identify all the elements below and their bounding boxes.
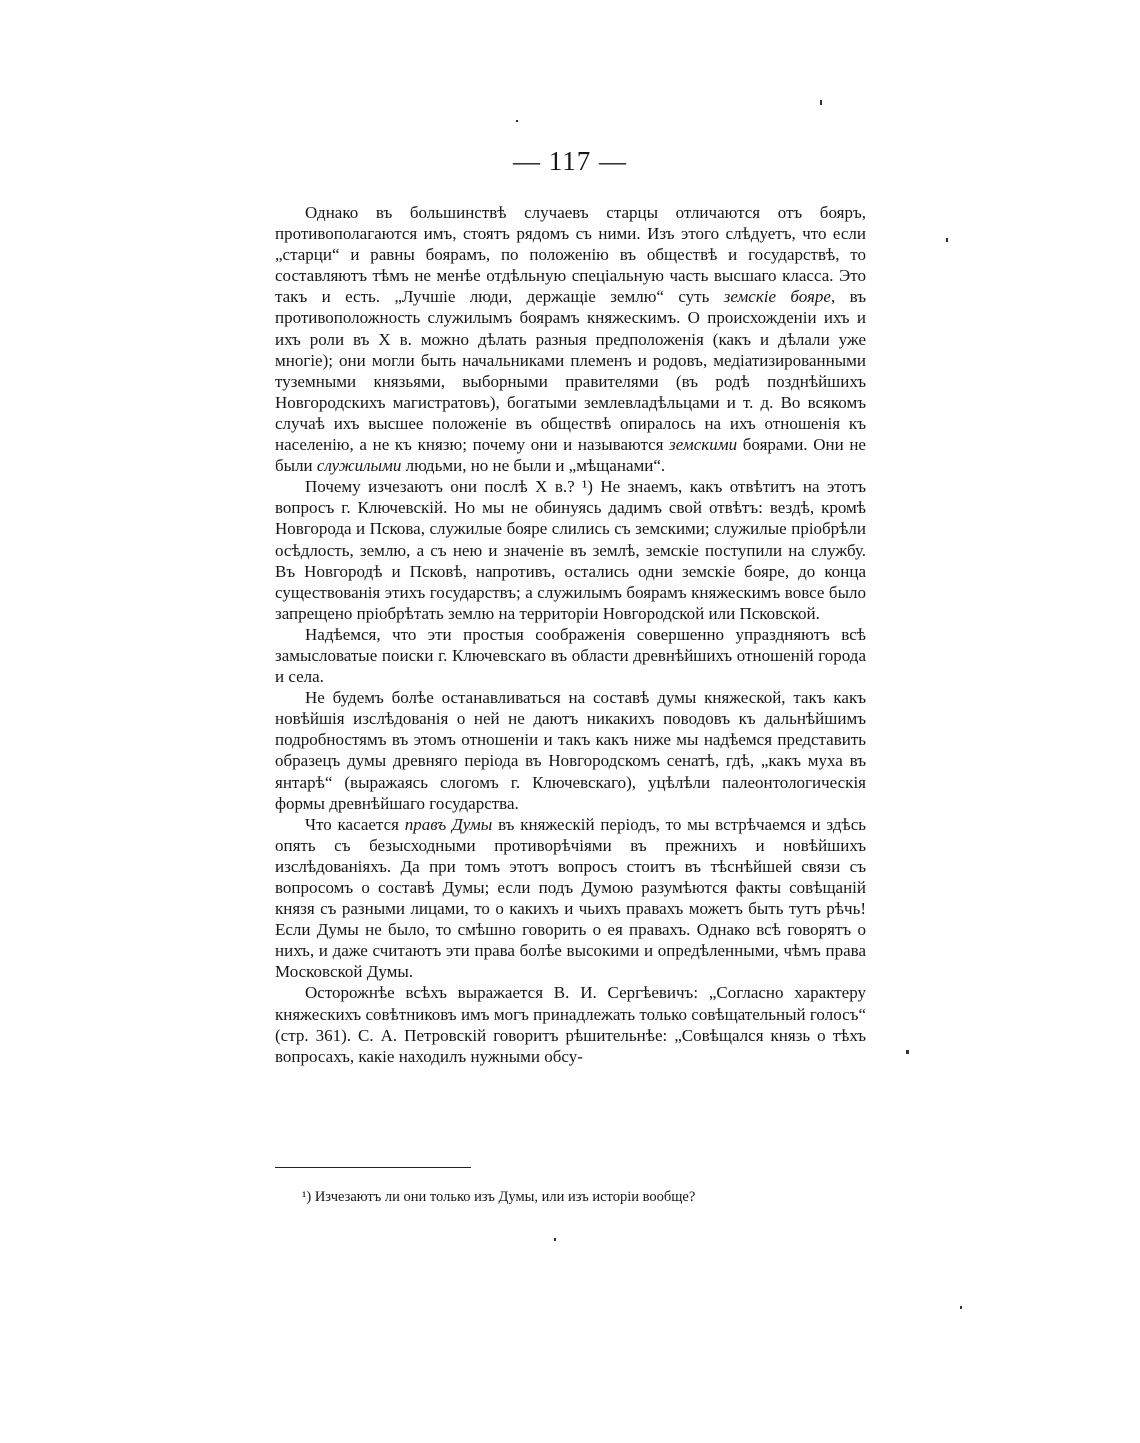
italic-run: служилыми (316, 456, 402, 476)
paragraph (275, 687, 866, 814)
scan-speck (946, 238, 948, 242)
italic-run: земскими (669, 435, 738, 455)
scan-speck (554, 1238, 556, 1241)
paragraph (275, 476, 866, 624)
scan-speck (516, 120, 518, 122)
text-run: Почему изчезаютъ они послѣ X в.? ¹) Не знаемъ, какъ отвѣтитъ на этотъ вопросъ г. Ключевскій. Но мы не обинуясь дадимъ свой отвѣтъ: вездѣ, кромѣ Новгорода и Пскова, служилые бояре слились съ земскими; служилые пріобрѣли осѣдлость, землю, а съ нею и значеніе въ землѣ, земскіе поступили на службу. Въ Новгородѣ и Псковѣ, напротивъ, остались одни земскіе бояре, до конца существованія этихъ государствъ; а служилымъ боярамъ княжескимъ вовсе было запрещено пріобрѣтать землю на территоріи Новгородской или Псковской. (275, 477, 866, 623)
paragraph (275, 202, 866, 476)
text-run: Надѣемся, что эти простыя соображенія совершенно упраздняютъ всѣ замысловатые поиски г. Ключевскаго въ области древнѣйшихъ отношеній города и села. (275, 624, 866, 687)
text-run: Что касается (305, 814, 405, 834)
text-run: въ княжескій періодъ, то мы встрѣчаемся и здѣсь опять съ безысходными противорѣчіями въ прежнихъ и новѣйшихъ изслѣдованіяхъ. Да при томъ этотъ вопросъ стоитъ въ тѣснѣйшей связи съ вопросомъ о составѣ Думы; если подъ Думою разумѣются факты совѣщаній князя съ разными лицами, то о какихъ и чьихъ правахъ можетъ быть тутъ рѣчь! Если Думы не было, то смѣшно говорить о ея правахъ. Однако всѣ говорятъ о нихъ, и даже считаютъ эти права болѣе высокими и опредѣленными, чѣмъ права Московской Думы. (275, 814, 866, 982)
text-run: людьми, но не были и „мѣщанами“. (401, 456, 666, 476)
body-text (275, 202, 866, 1067)
paragraph (275, 624, 866, 687)
text-run: Не будемъ болѣе останавливаться на составѣ думы княжеской, такъ какъ новѣйшія изслѣдованія о ней не даютъ никакихъ поводовъ къ дальнѣйшимъ подробностямъ въ этомъ отношеніи и такъ какъ ниже мы надѣемся представить образецъ думы древняго періода въ Новгородскомъ сенатѣ, гдѣ, „какъ муха въ янтарѣ“ (выражаясь слогомъ г. Ключевскаго), уцѣлѣли палеонтологическія формы древнѣйшаго государства. (275, 688, 866, 813)
text-run: Однако въ большинствѣ случаевъ старцы отличаются отъ бояръ, противополагаются имъ, стоятъ рядомъ съ ними. Изъ этого слѣдуетъ, что если „старци“ и равны боярамъ, по положенію въ обществѣ и государствѣ, то составляютъ тѣмъ не менѣе отдѣльную спеціальную часть высшаго класса. Это такъ и есть. „Лучшіе люди, держащіе землю“ суть (275, 203, 866, 307)
scan-speck (820, 100, 822, 105)
text-run: , въ противоположность служилымъ боярамъ княжескимъ. О происхожденіи ихъ и ихъ роли въ X в. можно дѣлать разныя предположенія (какъ и дѣлали уже многіе); они могли быть начальниками племенъ и родовъ, медіатизированными туземными князьями, выборными правителями (въ родѣ позднѣйшихъ Новгородскихъ магистратовъ), богатыми землевладѣльцами и т. д. Во всякомъ случаѣ ихъ высшее положеніе въ обществѣ опиралось на ихъ отношенія къ населенію, а не къ князю; почему они и называются (275, 287, 866, 455)
footnote (302, 1188, 862, 1206)
text-run: боярами. Они не были (275, 435, 866, 476)
page-number: — 117 — (513, 146, 627, 176)
scan-speck (960, 1306, 962, 1309)
footnote-text: Изчезаютъ ли они только изъ Думы, или изъ исторіи вообще? (314, 1189, 696, 1205)
italic-run: правъ Думы (404, 814, 493, 834)
text-run: Осторожнѣе всѣхъ выражается В. И. Сергѣевичъ: „Согласно характеру княжескихъ совѣтниковъ имъ могъ принадлежать только совѣщательный голосъ“ (стр. 361). С. А. Петровскій говоритъ рѣшительнѣе: „Совѣщался князь о тѣхъ вопросахъ, какіе находилъ нужными обсу- (275, 983, 866, 1066)
paragraph (275, 814, 866, 983)
footnote-marker: ¹) (302, 1189, 312, 1205)
italic-run: земскіе бояре (723, 287, 831, 307)
footnote-separator (275, 1167, 471, 1168)
scan-speck (906, 1050, 909, 1054)
paragraph (275, 982, 866, 1066)
